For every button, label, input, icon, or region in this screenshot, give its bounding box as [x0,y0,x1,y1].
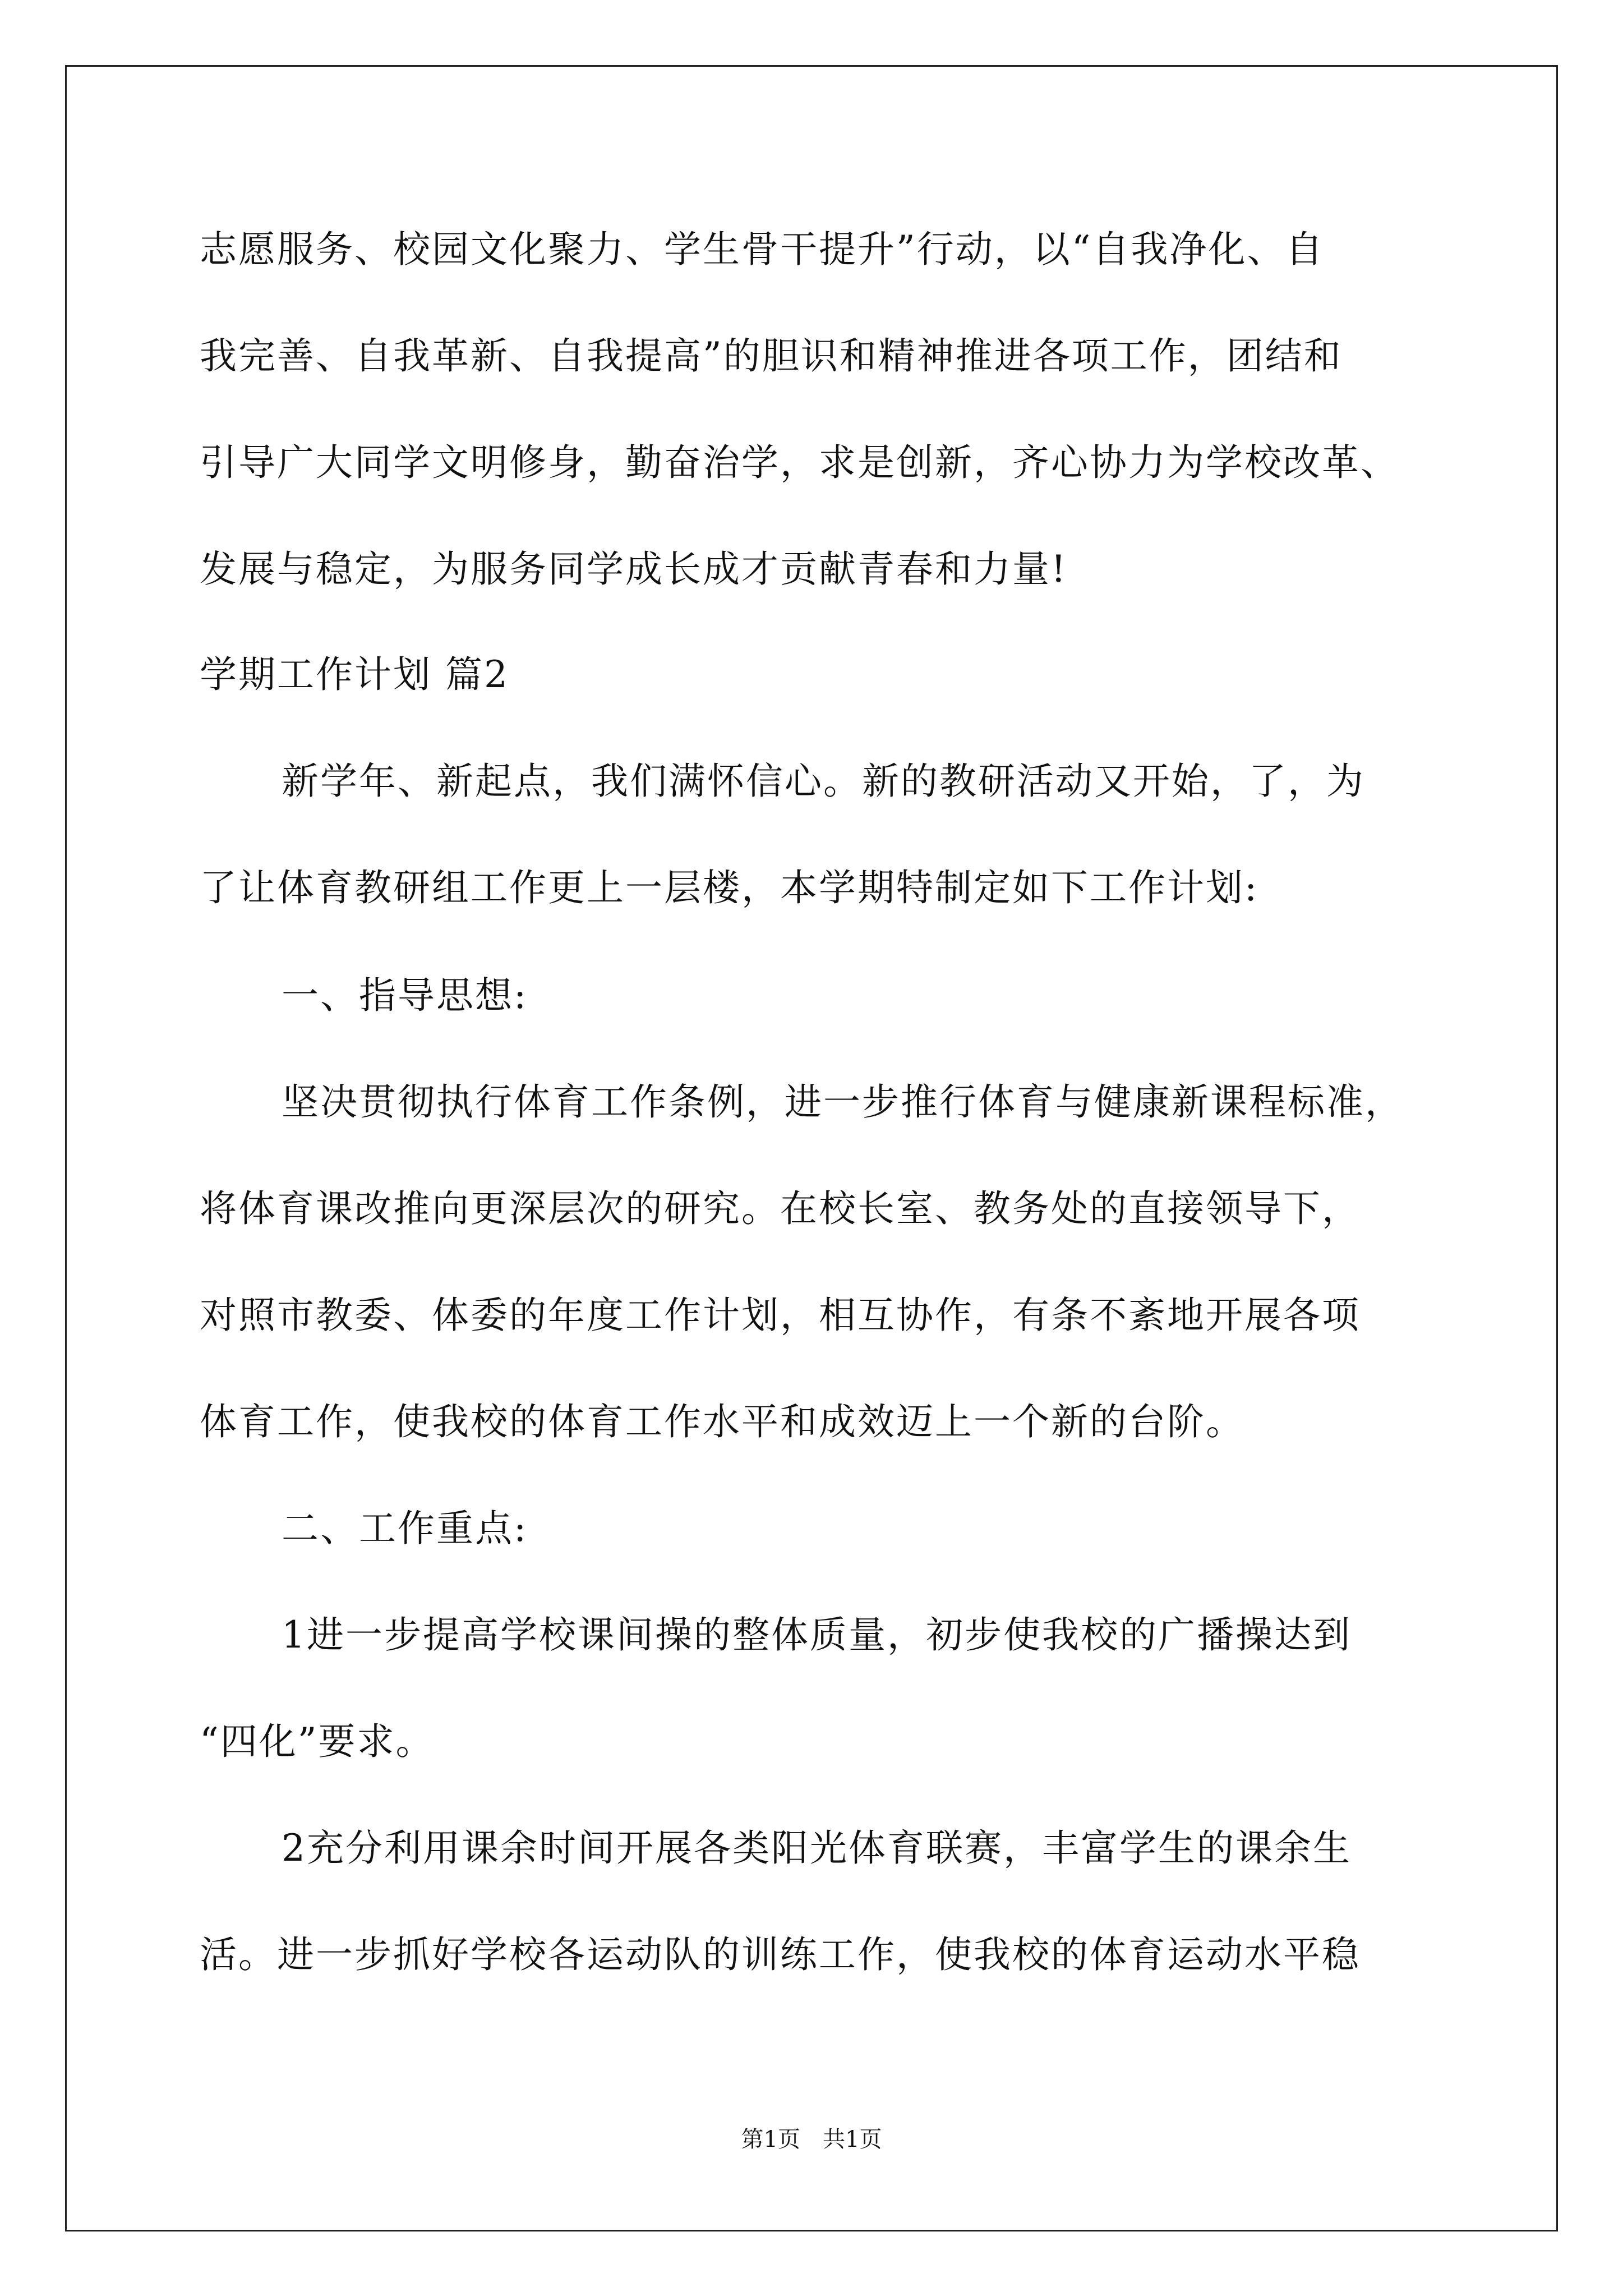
section-heading: 学期工作计划 篇2 [200,653,509,696]
paragraph-line: 将体育课改推向更深层次的研究。在校长室、教务处的直接领导下， [200,1187,1361,1230]
paragraph-line: 志愿服务、校园文化聚力、学生骨干提升”行动，以“自我净化、自 [200,228,1325,271]
paragraph-line: 引导广大同学文明修身，勤奋治学，求是创新，齐心协力为学校改革、 [200,441,1399,484]
paragraph-line: 体育工作，使我校的体育工作水平和成效迈上一个新的台阶。 [200,1400,1244,1443]
paragraph-line: 我完善、自我革新、自我提高”的胆识和精神推进各项工作，团结和 [200,334,1343,378]
page-border [65,65,1558,2231]
paragraph-line: 发展与稳定，为服务同学成长成才贡献青春和力量! [200,547,1068,591]
subheading: 一、指导思想: [282,974,528,1017]
paragraph-line: 1进一步提高学校课间操的整体质量，初步使我校的广播操达到 [282,1613,1352,1657]
paragraph-line: “四化”要求。 [200,1720,435,1763]
page-number: 第1页 共1页 [741,2127,882,2152]
paragraph-line: 坚决贯彻执行体育工作条例，进一步推行体育与健康新课程标准， [282,1080,1404,1124]
paragraph-line: 对照市教委、体委的年度工作计划，相互协作，有条不紊地开展各项 [200,1294,1361,1337]
paragraph-line: 新学年、新起点，我们满怀信心。新的教研活动又开始，了，为 [282,760,1365,803]
subheading: 二、工作重点: [282,1507,528,1550]
paragraph-line: 活。进一步抓好学校各运动队的训练工作，使我校的体育运动水平稳 [200,1933,1361,1976]
paragraph-line: 2充分利用课余时间开展各类阳光体育联赛，丰富学生的课余生 [282,1826,1352,1870]
paragraph-line: 了让体育教研组工作更上一层楼，本学期特制定如下工作计划: [200,866,1259,909]
